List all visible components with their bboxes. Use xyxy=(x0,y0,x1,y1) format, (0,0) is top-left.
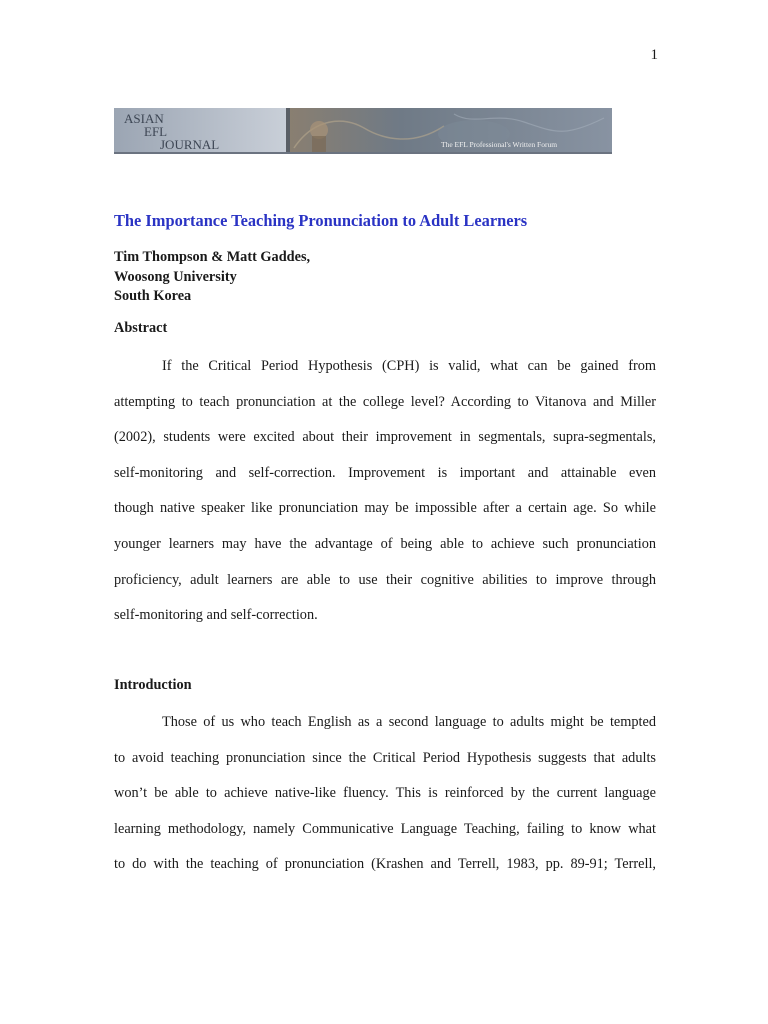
author-block xyxy=(114,248,310,307)
abstract-line: self-monitoring and self-correction. xyxy=(114,607,318,624)
abstract-line: self-monitoring and self-correction. Improvement is important and attainable even xyxy=(114,464,656,481)
banner-logo-line-3: JOURNAL xyxy=(160,137,220,152)
banner-logo-line-1: ASIAN xyxy=(124,111,164,126)
author-country: South Korea xyxy=(114,288,192,304)
author-names: Tim Thompson & Matt Gaddes, xyxy=(114,249,311,265)
abstract-line: If the Critical Period Hypothesis (CPH) is valid, what can be gained from xyxy=(162,358,656,374)
journal-banner-image xyxy=(114,108,612,154)
abstract-paragraph xyxy=(114,356,656,641)
introduction-line: learning methodology, namely Communicative Language Teaching, failing to know what xyxy=(114,820,656,837)
introduction-heading: Introduction xyxy=(114,677,192,693)
introduction-paragraph xyxy=(114,712,656,890)
abstract-heading: Abstract xyxy=(114,320,168,336)
banner-logo-line-2: EFL xyxy=(144,124,168,139)
introduction-line: to do with the teaching of pronunciation (Krashen and Terrell, 1983, pp. 89-91; Terrell, xyxy=(114,856,656,873)
abstract-line: proficiency, adult learners are able to use their cognitive abilities to improve through xyxy=(114,571,656,588)
banner-tagline: The EFL Professional's Written Forum xyxy=(441,140,558,149)
abstract-line: though native speaker like pronunciation may be impossible after a certain age. So while xyxy=(114,500,656,517)
page-number: 1 xyxy=(650,47,658,63)
introduction-line: Those of us who teach English as a second language to adults might be tempted xyxy=(162,714,656,730)
journal-banner xyxy=(114,108,612,154)
abstract-line: (2002), students were excited about their improvement in segmentals, supra-segmentals, xyxy=(114,429,656,446)
abstract-line: attempting to teach pronunciation at the college level? According to Vitanova and Miller xyxy=(114,393,656,410)
abstract-line: younger learners may have the advantage of being able to achieve such pronunciation xyxy=(114,535,656,552)
introduction-line: won’t be able to achieve native-like fluency. This is reinforced by the current language xyxy=(114,785,656,802)
introduction-line: to avoid teaching pronunciation since the Critical Period Hypothesis suggests that adults xyxy=(114,749,656,766)
author-affiliation: Woosong University xyxy=(114,268,237,285)
paper-title: The Importance Teaching Pronunciation to Adult Learners xyxy=(114,211,528,230)
